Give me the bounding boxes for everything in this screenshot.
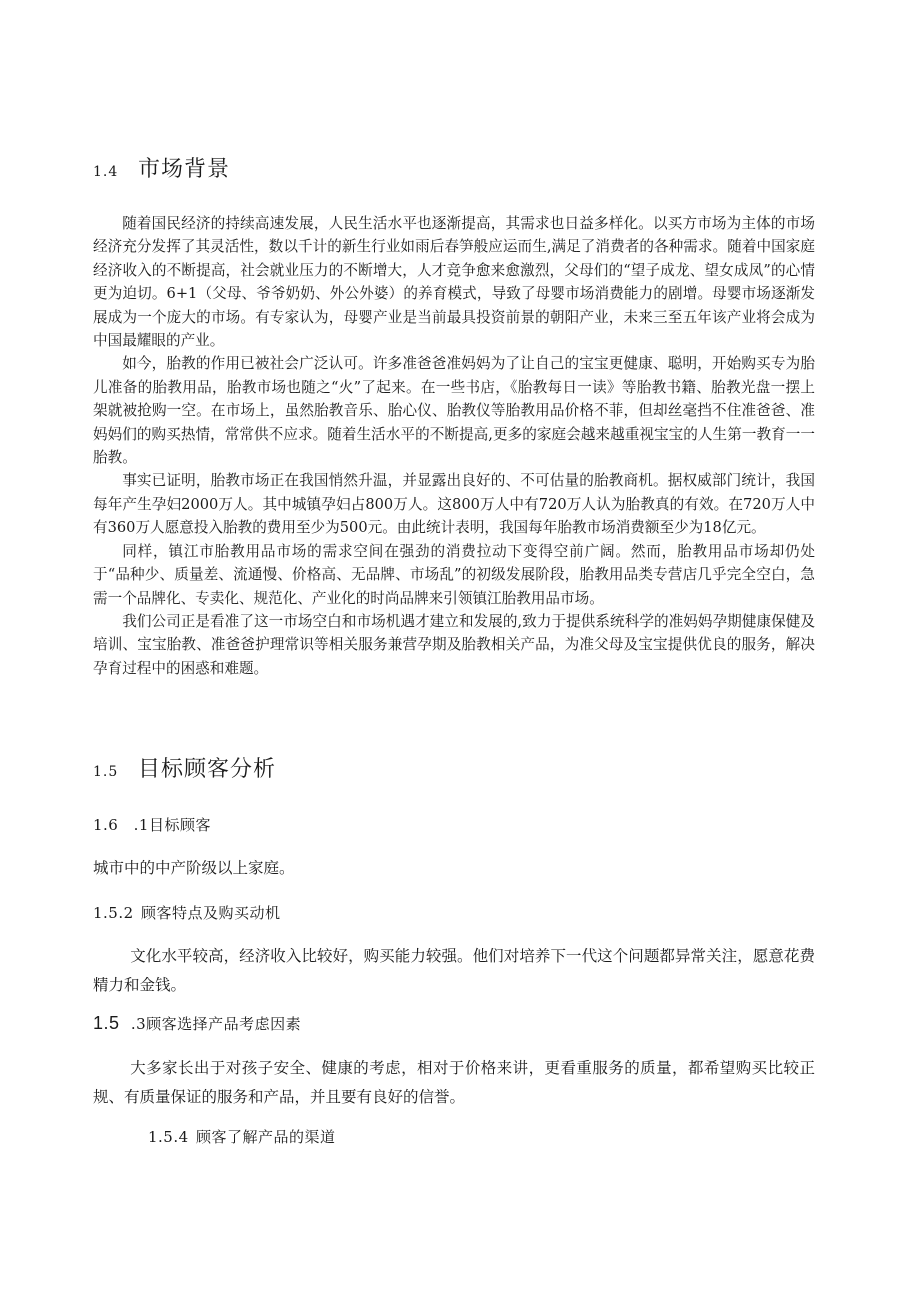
paragraph: 如今，胎教的作用已被社会广泛认可。许多准爸爸准妈妈为了让自己的宝宝更健康、聪明，开始购买专为胎儿准备的胎教用品，胎教市场也随之“火”了起来。在一些书店，《胎教每日一读》等胎教书籍、胎教光盘一摆上架就被抢购一空。在市场上，虽然胎教音乐、胎心仪、胎教仪等胎教用品价格不菲，但却丝毫挡不住准爸爸、准妈妈们的购买热情，常常供不应求。随着生活水平的不断提高,更多的家庭会越来越重视宝宝的人生第一教育一一胎教。	[93, 355, 815, 467]
paragraph: 我们公司正是看准了这一市场空白和市场机遇才建立和发展的,致力于提供系统科学的准妈妈孕期健康保健及培训、宝宝胎教、准爸爸护理常识等相关服务兼营孕期及胎教相关产品，为准父母及宝宝提供优良的服务，解决孕育过程中的困惑和难题。	[93, 612, 815, 677]
section-title: 市场背景	[138, 157, 231, 182]
paragraph: 事实已证明，胎教市场正在我国悄然升温，并显露出良好的、不可估量的胎教商机。据权威部门统计，我国每年产生孕妇2000万人。其中城镇孕妇占800万人。这800万人中有720万人认为胎教真的有效。在720万人中有360万人愿意投入胎教的费用至少为500元。由此统计表明，我国每年胎教市场消费额至少为18亿元。	[93, 472, 815, 537]
paragraph: 随着国民经济的持续高速发展，人民生活水平也逐渐提高，其需求也日益多样化。以买方市场为主体的市场经济充分发挥了其灵活性，数以千计的新生行业如雨后春笋般应运而生,满足了消费者的各种需求。随着中国家庭经济收入的不断提高，社会就业压力的不断增大，人才竞争愈来愈激烈，父母们的“望子成龙、望女成凤”的心情更为迫切。6+1（父母、爷爷奶奶、外公外婆）的养育模式，导致了母婴市场消费能力的剧增。母婴市场逐渐发展成为一个庞大的市场。有专家认为，母婴产业是当前最具投资前景的朝阳产业，未来三至五年该产业将会成为中国最耀眼的产业。	[93, 215, 815, 350]
section-heading-1-4	[93, 152, 230, 183]
subsection-title: 顾客特点及购买动机	[140, 904, 281, 922]
section-number: 1.4	[93, 164, 119, 180]
subsection-heading-info-channels	[148, 1126, 335, 1147]
target-customer-body: 城市中的中产阶级以上家庭。	[93, 859, 295, 877]
paragraph: 同样，镇江市胎教用品市场的需求空间在强劲的消费拉动下变得空前广阔。然而，胎教用品市场却仍处于“品种少、质量差、流通慢、价格高、无品牌、市场乱”的初级发展阶段，胎教用品类专营店几乎完全空白，急需一个品牌化、专卖化、规范化、产业化的时尚品牌来引领镇江胎教用品市场。	[93, 542, 815, 607]
selection-factors-body: 大多家长出于对孩子安全、健康的考虑，相对于价格来讲，更看重服务的质量，都希望购买比较正规、有质量保证的服务和产品，并且要有良好的信誉。	[93, 1059, 815, 1106]
customer-traits-body: 文化水平较高，经济收入比较好，购买能力较强。他们对培养下一代这个问题都异常关注，愿意花费精力和金钱。	[93, 947, 815, 994]
section-title: 目标顾客分析	[138, 757, 277, 782]
section-number: 1.5	[93, 764, 119, 780]
subsection-title: 顾客了解产品的渠道	[195, 1128, 336, 1146]
subsection-number: 1.5.2	[93, 904, 134, 922]
subsection-heading-target-customer	[93, 814, 211, 835]
subsection-number: 1.6	[93, 816, 119, 834]
subsection-title: .1目标顾客	[133, 816, 211, 834]
subsection-title: .3顾客选择产品考虑因素	[130, 1015, 302, 1033]
subsection-number: 1.5	[93, 1013, 120, 1033]
subsection-heading-customer-traits	[93, 902, 280, 923]
subsection-heading-selection-factors	[93, 1013, 301, 1034]
section-heading-1-5	[93, 752, 276, 783]
market-background-body	[93, 212, 815, 680]
subsection-number: 1.5.4	[148, 1128, 189, 1146]
